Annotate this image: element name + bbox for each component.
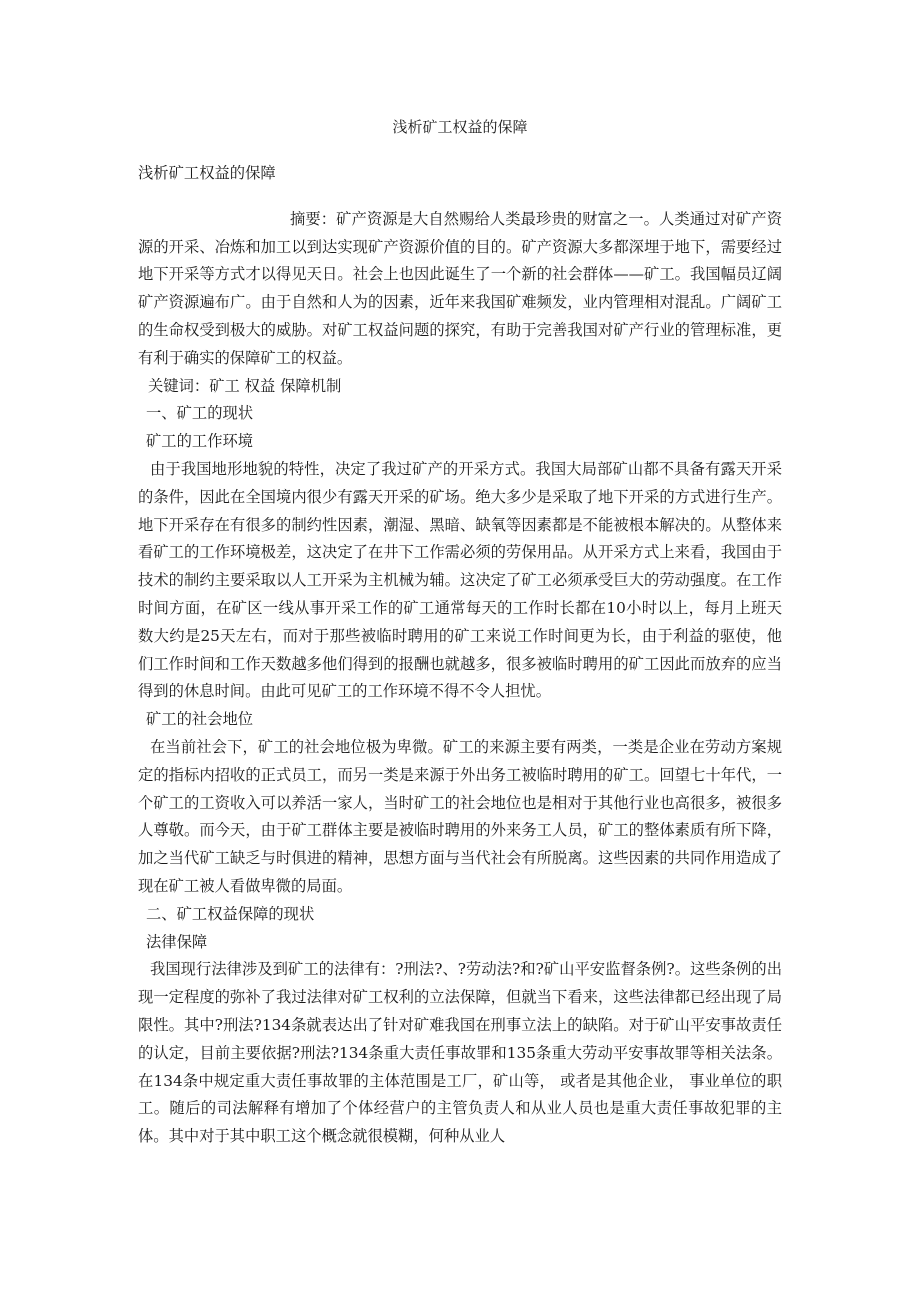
document-title: 浅析矿工权益的保障 <box>392 118 528 136</box>
subsection-heading-legal-protection: 法律保障 <box>146 932 208 951</box>
paragraph-work-environment: 由于我国地形地貌的特性，决定了我过矿产的开采方式。我国大局部矿山都不具备有露天开采的条件，因此在全国境内很少有露天开采的矿场。绝大多少是采取了地下开采的方式进行生产。地下开采存在有很多的制约性因素，潮湿、黑暗、缺氧等因素都是不能被根本解决的。从整体来看矿工的工作环境极差，这决定了在井下工作需必须的劳保用品。从开采方式上来看，我国由于技术的制约主要采取以人工开采为主机械为辅。这决定了矿工必须承受巨大的劳动强度。在工作时间方面，在矿区一线从事开采工作的矿工通常每天的工作时长都在10小时以上，每月上班天数大约是25天左右，而对于那些被临时聘用的矿工来说工作时间更为长，由于利益的驱使，他们工作时间和工作天数越多他们得到的报酬也就越多，很多被临时聘用的矿工因此而放弃的应当得到的休息时间。由此可见矿工的工作环境不得不令人担忧。 <box>138 459 782 701</box>
subsection-heading-work-environment: 矿工的工作环境 <box>146 432 254 451</box>
abstract-paragraph: 摘要：矿产资源是大自然赐给人类最珍贵的财富之一。人类通过对矿产资源的开采、冶炼和加工以到达实现矿产资源价值的目的。矿产资源大多都深埋于地下，需要经过地下开采等方式才以得见天日。社会上也因此诞生了一个新的社会群体——矿工。我国幅员辽阔矿产资源遍布广。由于自然和人为的因素，近年来我国矿难频发，业内管理相对混乱。广阔矿工的生命权受到极大的威胁。对矿工权益问题的探究，有助于完善我国对矿产行业的管理标准，更有利于确实的保障矿工的权益。 <box>138 209 782 367</box>
document-body <box>138 160 782 1151</box>
section-heading-2: 二、矿工权益保障的现状 <box>146 904 315 923</box>
paragraph-legal-protection: 我国现行法律涉及到矿工的法律有：?刑法?、?劳动法?和?矿山平安监督条例?。这些条例的出现一定程度的弥补了我过法律对矿工权利的立法保障，但就当下看来，这些法律都已经出现了局限性。其中?刑法?134条就表达出了针对矿难我国在刑事立法上的缺陷。对于矿山平安事故责任的认定，目前主要依据?刑法?134条重大责任事故罪和135条重大劳动平安事故罪等相关法条。在134条中规定重大责任事故罪的主体范围是工厂，矿山等， 或者是其他企业， 事业单位的职工。随后的司法解释有增加了个体经营户的主管负责人和从业人员也是重大责任事故犯罪的主体。其中对于其中职工这个概念就很模糊，何种从业人 <box>138 960 782 1146</box>
paragraph-social-status: 在当前社会下，矿工的社会地位极为卑微。矿工的来源主要有两类，一类是企业在劳动方案规定的指标内招收的正式员工，而另一类是来源于外出务工被临时聘用的矿工。回望七十年代，一个矿工的工资收入可以养活一家人，当时矿工的社会地位也是相对于其他行业也高很多，被很多人尊敬。而今天，由于矿工群体主要是被临时聘用的外来务工人员，矿工的整体素质有所下降，加之当代矿工缺乏与时俱进的精神，思想方面与当代社会有所脱离。这些因素的共同作用造成了现在矿工被人看做卑微的局面。 <box>138 737 782 895</box>
document-subtitle: 浅析矿工权益的保障 <box>138 164 276 182</box>
subsection-heading-social-status: 矿工的社会地位 <box>146 710 254 729</box>
keywords-line: 关键词：矿工 权益 保障机制 <box>148 376 342 395</box>
section-heading-1: 一、矿工的现状 <box>146 404 254 423</box>
